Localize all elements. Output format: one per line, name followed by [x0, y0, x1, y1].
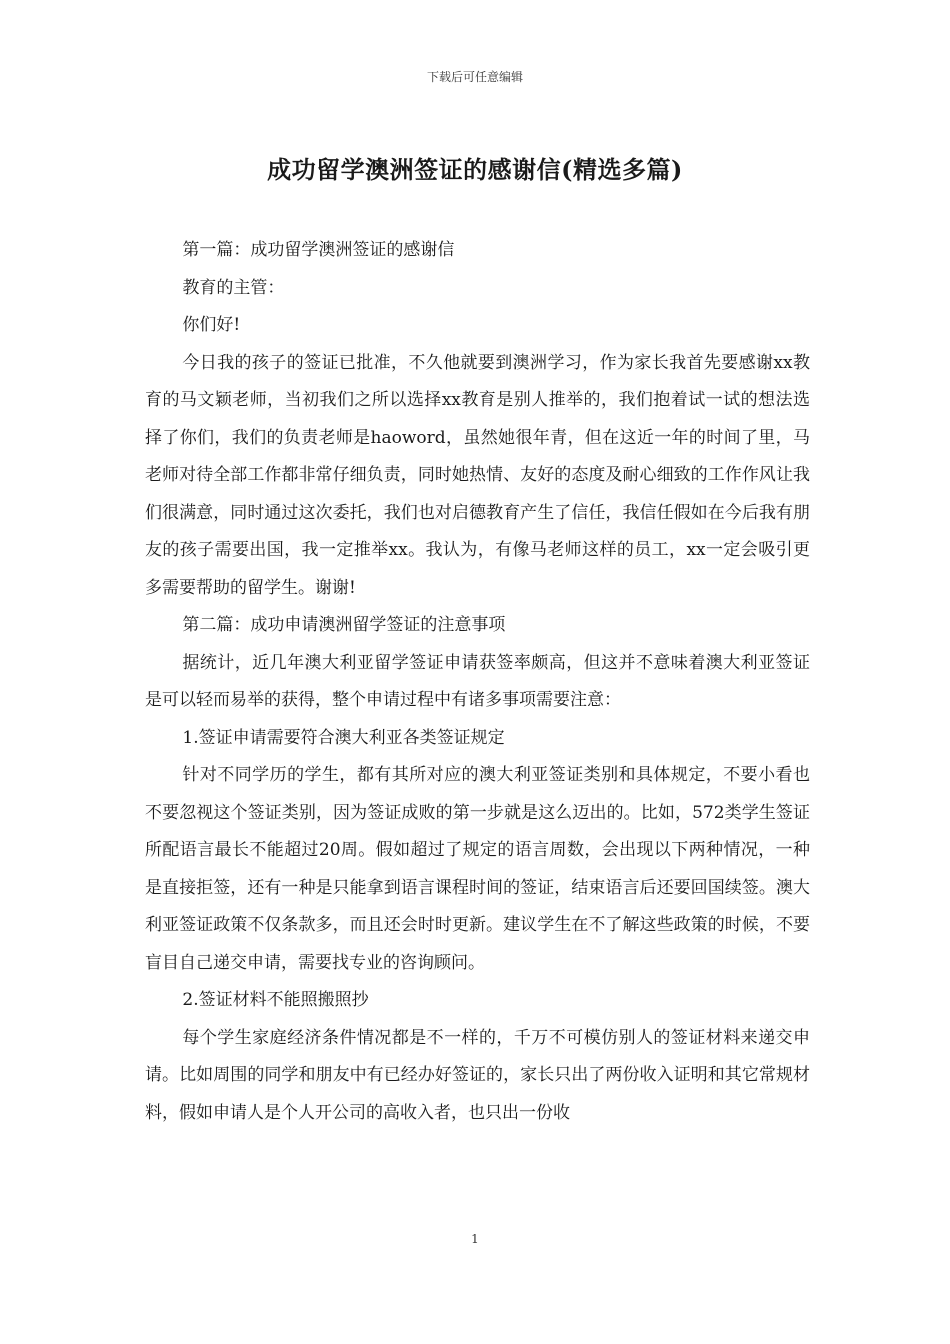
- section-heading-1: 第一篇：成功留学澳洲签证的感谢信: [182, 240, 455, 260]
- body-paragraph: 今日我的孩子的签证已批准，不久他就要到澳洲学习，作为家长我首先要感谢xx教育的马文颖老师，当初我们之所以选择xx教育是别人推举的，我们抱着试一试的想法选择了你们，我们的负责老师是haoword，虽然她很年青，但在这近一年的时间了里，马老师对待全部工作都非常仔细负责，同时她热情、友好的态度及耐心细致的工作作风让我们很满意，同时通过这次委托，我们也对启德教育产生了信任，我信任假如在今后我有朋友的孩子需要出国，我一定推举xx。我认为，有像马老师这样的员工，xx一定会吸引更多需要帮助的留学生。谢谢!: [145, 352, 810, 598]
- greeting: 你们好!: [182, 315, 241, 335]
- subheading-2: 2.签证材料不能照搬照抄: [182, 990, 369, 1010]
- body-paragraph: 每个学生家庭经济条件情况都是不一样的，千万不可模仿别人的签证材料来递交申请。比如周围的同学和朋友中有已经办好签证的，家长只出了两份收入证明和其它常规材料，假如申请人是个人开公司的高收入者，也只出一份收: [145, 1027, 810, 1123]
- document-title: 成功留学澳洲签证的感谢信(精选多篇): [267, 155, 683, 184]
- subheading-1: 1.签证申请需要符合澳大利亚各类签证规定: [182, 727, 505, 748]
- body-paragraph: 针对不同学历的学生，都有其所对应的澳大利亚签证类别和具体规定，不要小看也不要忽视这个签证类别，因为签证成败的第一步就是这么迈出的。比如，572类学生签证所配语言最长不能超过20周。假如超过了规定的语言周数，会出现以下两种情况，一种是直接拒签，还有一种是只能拿到语言课程时间的签证，结束语言后还要回国续签。澳大利亚签证政策不仅条款多，而且还会时时更新。建议学生在不了解这些政策的时候，不要盲目自己递交申请，需要找专业的咨询顾问。: [145, 765, 810, 973]
- body-paragraph: 据统计，近几年澳大利亚留学签证申请获签率颇高，但这并不意味着澳大利亚签证是可以轻而易举的获得，整个申请过程中有诸多事项需要注意：: [145, 652, 810, 710]
- header-note: 下载后可任意编辑: [426, 70, 523, 84]
- document-body: [145, 232, 810, 1132]
- section-heading-2: 第二篇：成功申请澳洲留学签证的注意事项: [182, 615, 506, 635]
- salutation: 教育的主管：: [182, 277, 285, 298]
- page-number: 1: [471, 1232, 479, 1246]
